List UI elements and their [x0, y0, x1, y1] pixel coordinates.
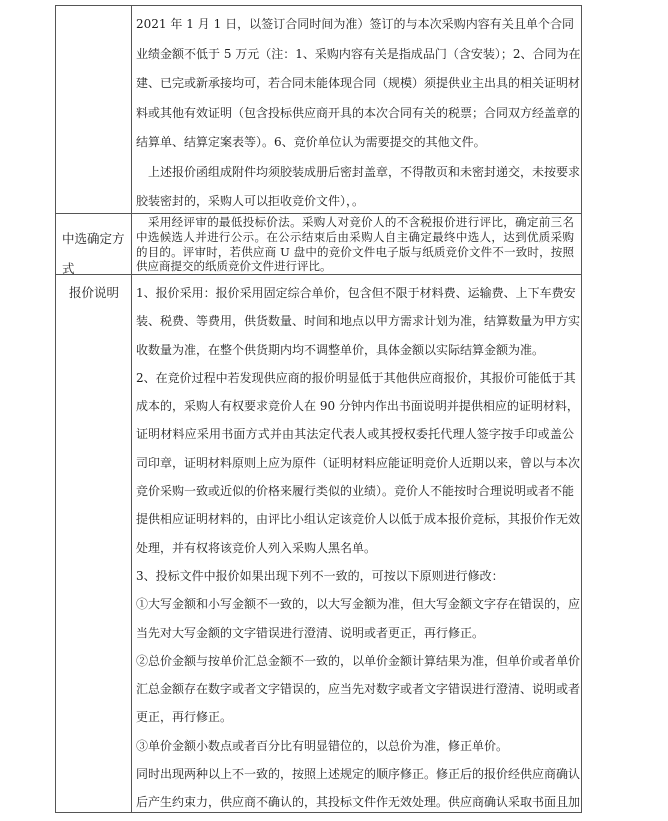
text-line: ①大写金额和小写金额不一致的，以大写金额为准，但大写金额文字存在错误的，应: [136, 597, 581, 612]
row-label-selection-method: 中选确定方式: [62, 231, 125, 276]
text-line: 竞价采购一致或近似的价格来履行类似的业绩）。竞价人不能按时合理说明或者不能: [136, 484, 575, 499]
text-line: 的目的。评审时，若供应商 U 盘中的竞价文件电子版与纸质竞价文件不一致时，按照: [136, 244, 574, 259]
text-line: 同时出现两种以上不一致的，按照上述规定的顺序修正。修正后的报价经供应商确认: [136, 767, 581, 782]
table-row-qualification: [56, 6, 581, 214]
text-line: 料或其他有效证明（包含投标供应商开具的本次合同有关的税票；合同双方经盖章的: [136, 105, 581, 120]
text-line: 2021 年 1 月 1 日，以签订合同时间为准）签订的与本次采购内容有关且单个合同: [136, 17, 574, 31]
row-label-empty: [56, 6, 132, 213]
text-line: 更正，再行修正。: [136, 710, 233, 725]
text-line: 1、报价采用：报价采用固定综合单价，包含但不限于材料费、运输费、上下车费安: [136, 286, 576, 300]
text-line: ③单价金额小数点或者百分比有明显错位的，以总价为准，修正单价。: [136, 738, 509, 753]
text-line: 司印章，证明材料原则上应为原件（证明材料应能证明竞价人近期以来，曾以与本次: [136, 455, 581, 470]
text-line: 上述报价函组成附件均须胶装成册后密封盖章，不得散页和未密封递交，未按要求: [148, 164, 581, 179]
text-line: 业绩金额不低于 5 万元（注：1、采购内容有关是指成品门（含安装）；2、合同为在: [136, 46, 581, 61]
row-content: [136, 215, 574, 274]
text-line: ②总价金额与按单价汇总金额不一致的，以单价金额计算结果为准，但单价或者单价: [136, 653, 581, 668]
text-line: 2、在竞价过程中若发现供应商的报价明显低于其他供应商报价，其报价可能低于其: [136, 370, 576, 385]
text-line: 中选候选人并进行公示。在公示结束后由采购人自主确定最终中选人，达到优质采购: [136, 229, 574, 244]
text-line: 胶装密封的，采购人可以拒收竞价文件），。: [136, 194, 365, 208]
text-line: 供应商提交的纸质竞价文件进行评比。: [136, 259, 332, 274]
text-line: 采用经评审的最低投标价法。采购人对竞价人的不含税报价进行评比，确定前三名: [148, 215, 574, 229]
text-line: 后产生约束力，供应商不确认的，其投标文件作无效处理。供应商确认采取书面且加: [136, 795, 581, 810]
row-content: [136, 10, 581, 217]
text-line: 成本的，采购人有权要求竞价人在 90 分钟内作出书面说明并提供相应的证明材料，: [136, 399, 579, 414]
text-line: 结算单、结算定案表等）。6、竞价单位认为需要提交的其他文件。: [136, 135, 486, 149]
row-label-quotation-notes: 报价说明: [68, 285, 119, 300]
table-row-quotation-notes: [56, 275, 581, 812]
text-line: 提供相应证明材料的，由评比小组认定该竞价人以低于成本报价竞标，其报价作无效: [136, 512, 581, 527]
row-label-cell: [56, 214, 132, 274]
text-line: 证明材料应采用书面方式并由其法定代表人或其授权委托代理人签字按手印或盖公: [136, 427, 574, 442]
text-line: 当先对大写金额的文字错误进行澄清、说明或者更正，再行修正。: [136, 625, 485, 640]
text-line: 装、税费、等费用，供货数量、时间和地点以甲方需求计划为准，结算数量为甲方实: [136, 314, 581, 329]
row-label-cell: [56, 275, 132, 812]
row-content: [136, 279, 581, 817]
requirements-table: [55, 5, 582, 813]
table-row-selection-method: [56, 214, 581, 275]
text-line: 收数量为准，在整个供货期内均不调整单价，具体金额以实际结算金额为准。: [136, 342, 545, 357]
text-line: 建、已完或新承接均可，若合同未能体现合同（规模）须提供业主出具的相关证明材: [136, 76, 581, 90]
text-line: 处理，并有权将该竞价人列入采购人黑名单。: [136, 540, 377, 555]
text-line: 汇总金额存在数字或者文字错误的，应当先对数字或者文字错误进行澄清、说明或者: [136, 682, 581, 697]
text-line: 3、投标文件中报价如果出现下列不一致的，可按以下原则进行修改：: [136, 568, 504, 583]
